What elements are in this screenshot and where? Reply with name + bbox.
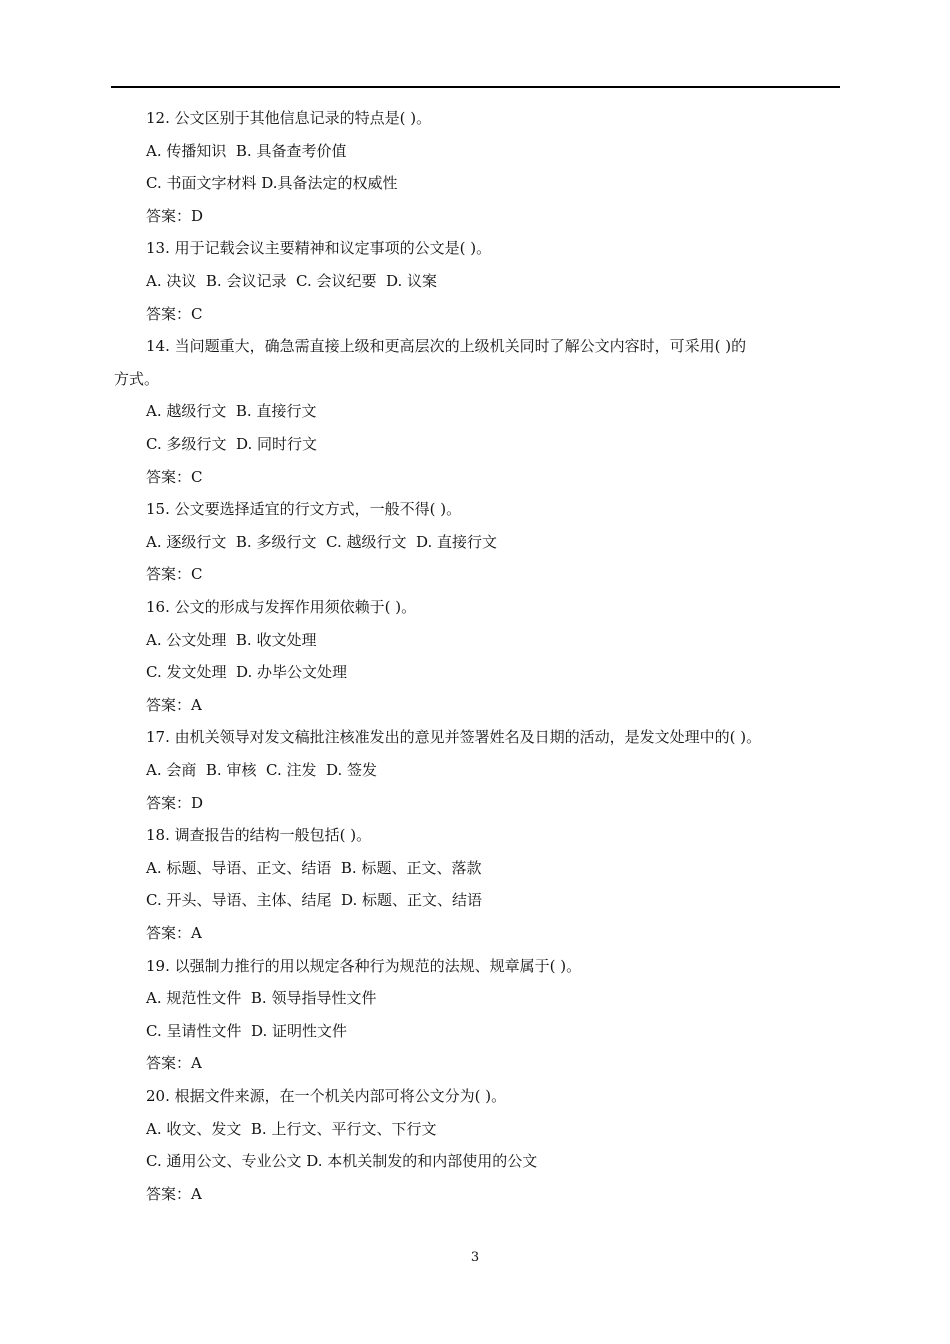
question-answer: 答案：A: [146, 1054, 202, 1073]
question-stem: 14. 当问题重大，确急需直接上级和更高层次的上级机关同时了解公文内容时，可采用( )的: [146, 337, 747, 356]
page-number: 3: [470, 1250, 480, 1265]
question-stem: 19. 以强制力推行的用以规定各种行为规范的法规、规章属于( )。: [146, 956, 582, 975]
question-stem: 13. 用于记载会议主要精神和议定事项的公文是( )。: [146, 239, 492, 258]
question-answer: 答案：A: [146, 924, 202, 942]
question-options: A. 会商 B. 审核 C. 注发 D. 签发: [146, 761, 378, 779]
question-options: A. 决议 B. 会议记录 C. 会议纪要 D. 议案: [146, 272, 438, 290]
question-options: C. 呈请性文件 D. 证明性文件: [146, 1021, 348, 1040]
question-options: A. 逐级行文 B. 多级行文 C. 越级行文 D. 直接行文: [146, 532, 498, 551]
question-answer: 答案：D: [146, 793, 204, 812]
question-answer: 答案：A: [146, 1184, 202, 1203]
question-stem: 16. 公文的形成与发挥作用须依赖于( )。: [146, 598, 417, 616]
question-options: C. 开头、导语、主体、结尾 D. 标题、正文、结语: [146, 891, 483, 910]
question-stem: 17. 由机关领导对发文稿批注核准发出的意见并签署姓名及日期的活动，是发文处理中的( )。: [146, 728, 762, 747]
question-stem: 12. 公文区别于其他信息记录的特点是( )。: [146, 109, 432, 127]
question-options: C. 发文处理 D. 办毕公文处理: [146, 663, 348, 682]
question-options: A. 标题、导语、正文、结语 B. 标题、正文、落款: [146, 858, 482, 877]
question-options: A. 收文、发文 B. 上行文、平行文、下行文: [146, 1119, 437, 1138]
question-answer: 答案：D: [146, 206, 204, 225]
header-rule: [111, 86, 840, 88]
question-stem: 18. 调查报告的结构一般包括( )。: [146, 826, 372, 845]
question-answer: 答案：C: [146, 467, 203, 486]
question-options: C. 多级行文 D. 同时行文: [146, 435, 318, 453]
question-answer: 答案：C: [146, 565, 203, 584]
question-stem: 15. 公文要选择适宜的行文方式，一般不得( )。: [146, 500, 462, 519]
question-options: C. 通用公文、专业公文 D. 本机关制发的和内部使用的公文: [146, 1152, 538, 1171]
question-options: A. 规范性文件 B. 领导指导性文件: [146, 989, 377, 1008]
question-answer: 答案：C: [146, 304, 203, 323]
question-options: A. 越级行文 B. 直接行文: [146, 402, 317, 421]
question-options: C. 书面文字材料 D.具备法定的权威性: [146, 174, 398, 193]
question-options: A. 公文处理 B. 收文处理: [146, 630, 317, 649]
question-stem: 20. 根据文件来源，在一个机关内部可将公文分为( )。: [146, 1087, 507, 1105]
question-stem-continued: 方式。: [114, 369, 160, 388]
question-options: A. 传播知识 B. 具备查考价值: [146, 141, 347, 160]
question-answer: 答案：A: [146, 695, 202, 714]
